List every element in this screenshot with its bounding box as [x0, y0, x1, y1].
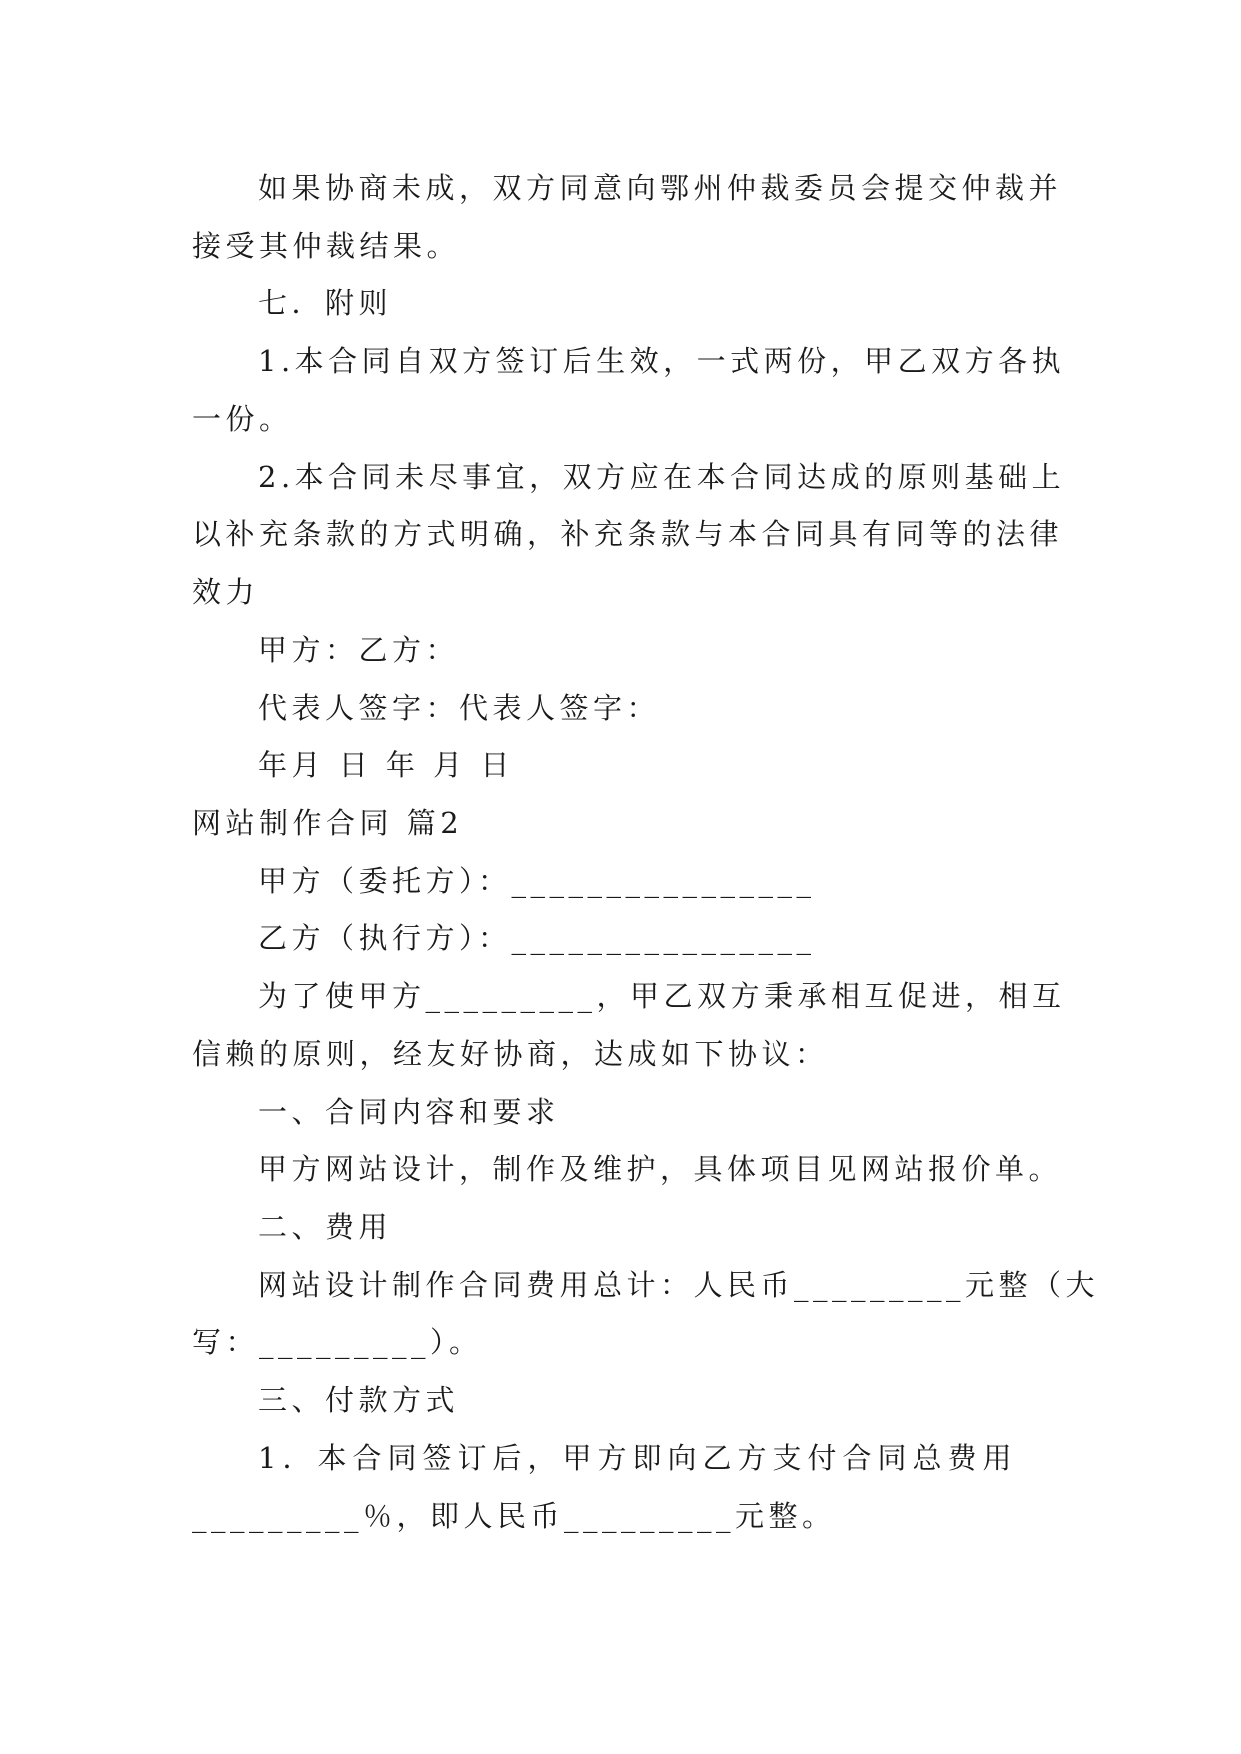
paragraph-arbitration-line-2: 接受其仲裁结果。: [192, 229, 461, 263]
content-paragraph: 甲方网站设计，制作及维护，具体项目见网站报价单。: [258, 1152, 1063, 1186]
fees-line-1: 网站设计制作合同费用总计：人民币_________元整（大: [258, 1268, 1100, 1302]
section-heading-payment: 三、付款方式: [258, 1383, 460, 1417]
clause-2-line-1: 2.本合同未尽事宜，双方应在本合同达成的原则基础上: [258, 460, 1066, 494]
party-b-field: 乙方（执行方）：________________: [258, 921, 816, 955]
party-a-field: 甲方（委托方）：________________: [258, 864, 816, 898]
section-heading-fees: 二、费用: [258, 1210, 393, 1244]
signature-labels: 代表人签字：代表人签字：: [258, 691, 661, 725]
party-labels: 甲方：乙方：: [258, 633, 460, 667]
fees-line-2: 写：_________）。: [192, 1325, 483, 1359]
contract-title-part-2: 网站制作合同 篇2: [192, 806, 464, 840]
clause-1-line-1: 1.本合同自双方签订后生效，一式两份，甲乙双方各执: [258, 344, 1066, 378]
payment-clause-line-2: _________％，即人民币_________元整。: [192, 1499, 836, 1533]
date-labels: 年月 日 年 月 日: [258, 748, 514, 782]
section-heading-appendix: 七．附则: [258, 286, 393, 320]
section-heading-content: 一、合同内容和要求: [258, 1095, 560, 1129]
preamble-line-2: 信赖的原则，经友好协商，达成如下协议：: [192, 1037, 829, 1071]
payment-clause-line-1: 1．本合同签订后，甲方即向乙方支付合同总费用: [258, 1441, 1018, 1475]
clause-2-line-3: 效力: [192, 575, 260, 609]
clause-1-line-2: 一份。: [192, 402, 293, 436]
paragraph-arbitration-line-1: 如果协商未成，双方同意向鄂州仲裁委员会提交仲裁并: [258, 171, 1063, 205]
preamble-line-1: 为了使甲方_________，甲乙双方秉承相互促进，相互: [258, 979, 1066, 1013]
clause-2-line-2: 以补充条款的方式明确，补充条款与本合同具有同等的法律: [192, 517, 1064, 551]
